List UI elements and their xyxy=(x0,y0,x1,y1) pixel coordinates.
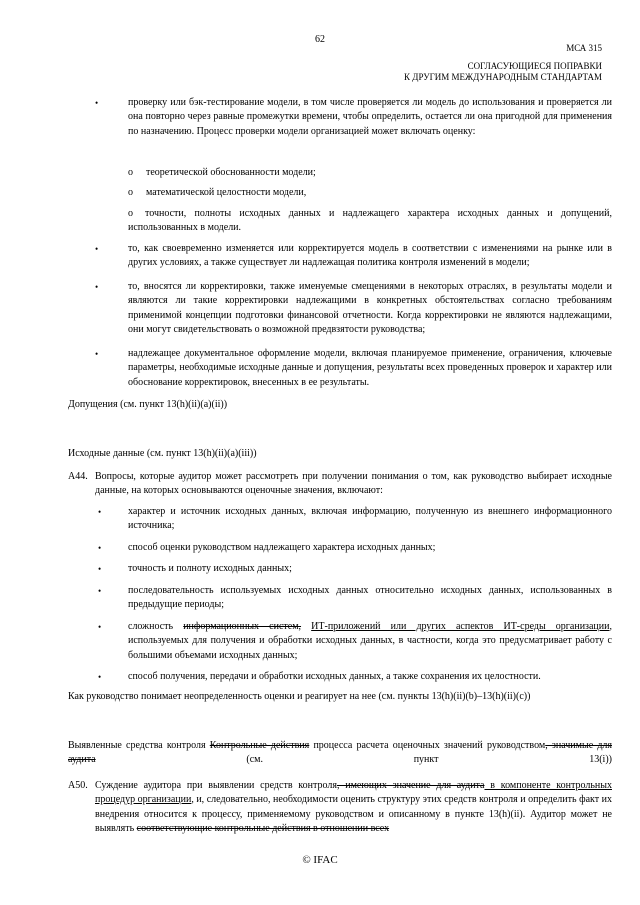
bullet-icon: • xyxy=(98,507,102,517)
a44-bullet-3: точность и полноту исходных данных; xyxy=(128,563,292,574)
bullet-icon: • xyxy=(98,622,102,632)
sub-bullet-icon: o xyxy=(128,187,133,198)
page-number: 62 xyxy=(315,34,325,45)
a44-bullet-5 xyxy=(128,620,612,663)
model-bullet-1: проверку или бэк-тестирование модели, в том числе проверяется ли модель до использования и проверяется ли она повторно через равные промежутки времени, чтобы определить, остается ли она пригодной для применения по назначению. Процесс проверки модели организацией может включать оценку: xyxy=(128,97,612,137)
bullet-icon: • xyxy=(95,349,99,359)
bullet-icon: • xyxy=(98,672,102,682)
a50-deleted-1: , имеющих значение для аудита xyxy=(336,780,485,791)
a50-text xyxy=(95,779,612,837)
model-bullet-2: то, как своевременно изменяется или корректируется модель в соответствии с изменениями на рынке или в других условиях, а также существует ли надлежащая политика контроля изменений в модели; xyxy=(128,243,612,269)
footer-copyright: © IFAC xyxy=(302,854,338,866)
model-bullet-4: надлежащее документальное оформление модели, включая планируемое применение, ограничения, ключевые параметры, необходимые исходные данные и допущения, результаты всех проведенных проверок и характер или обоснование корректировок, внесенных в ее результаты. xyxy=(128,348,612,388)
model-sub-3: точности, полноты исходных данных и надлежащего характера исходных данных и допущений, использованных в модели. xyxy=(128,208,612,234)
a44-bullet-2: способ оценки руководством надлежащего характера исходных данных; xyxy=(128,542,436,553)
assumptions-heading: Допущения (см. пункт 13(h)(ii)(a)(ii)) xyxy=(68,399,228,410)
a44-b5-post: , используемых для получения и обработки исходных данных, в частности, когда это предусматривает работу с большими объемами исходных данных; xyxy=(128,621,612,661)
a44-b5-deleted: информационных систем, xyxy=(183,621,302,632)
model-sub-2: математической целостности модели, xyxy=(146,187,307,198)
a50-inserted-1: в компоненте контрольных процедур организации xyxy=(95,780,612,806)
a44-bullet-1: характер и источник исходных данных, включая информацию, полученную из внешнего информационного источника; xyxy=(128,506,612,532)
header-title: СОГЛАСУЮЩИЕСЯ ПОПРАВКИ xyxy=(467,61,602,71)
a50-part-1: Суждение аудитора при выявлении средств контроля xyxy=(95,780,337,791)
uncertainty-heading: Как руководство понимает неопределенность оценки и реагирует на нее (см. пункты 13(h)(ii)(b)–13(h)(ii)(c)) xyxy=(68,691,531,702)
sub-bullet-icon: o xyxy=(128,167,133,178)
bullet-icon: • xyxy=(95,244,99,254)
model-bullet-3: то, вносятся ли корректировки, также именуемые смещениями в некоторых отраслях, в результаты модели и являются ли такие корректировки надлежащими в конкретных обстоятельствах согласно требованиям применимой концепции подготовки финансовой отчетности. Когда корректировки не являются надлежащими, они могут свидетельствовать о возможной предвзятости руководства; xyxy=(128,281,612,336)
bullet-icon: • xyxy=(95,282,99,292)
controls-heading-deleted: Контрольные действия xyxy=(209,740,310,751)
doc-code: МСА 315 xyxy=(566,43,602,53)
bullet-icon: • xyxy=(95,98,99,108)
bullet-icon: • xyxy=(98,543,102,553)
a50-part-2: , и, следовательно, необходимости оценить структуру этих средств контроля и определить факт их внедрения относится к процессу, применяемому руководством и описанному в пункте 13(h)(ii). Аудитор может не выявлять xyxy=(95,794,612,835)
controls-heading xyxy=(68,739,612,768)
a44-intro: Вопросы, которые аудитор может рассмотреть при получении понимания о том, как руководство выбирает исходные данные, на которых основываются оценочные значения, включают: xyxy=(95,471,612,497)
paragraph-label-a44: A44. xyxy=(68,471,88,482)
a44-bullet-6: способ получения, передачи и обработки исходных данных, а также сохранения их целостности. xyxy=(128,671,541,682)
paragraph-label-a50: A50. xyxy=(68,780,88,791)
a44-b5-pre: сложность xyxy=(128,621,184,632)
header-subtitle: К ДРУГИМ МЕЖДУНАРОДНЫМ СТАНДАРТАМ xyxy=(404,72,602,82)
bullet-icon: • xyxy=(98,586,102,596)
controls-heading-post: процесса расчета оценочных значений руководством xyxy=(309,740,546,751)
model-sub-1: теоретической обоснованности модели; xyxy=(146,167,316,178)
a50-deleted-2: соответствующие контрольные действия в отношении всех xyxy=(136,823,390,835)
a44-b5-inserted: ИТ-приложений или других аспектов ИТ-среды организации xyxy=(311,621,610,632)
bullet-icon: • xyxy=(98,564,102,574)
data-heading: Исходные данные (см. пункт 13(h)(ii)(a)(iii)) xyxy=(68,448,257,459)
a44-bullet-4: последовательность используемых исходных данных относительно исходных данных, использованных в предыдущие периоды; xyxy=(128,585,612,611)
controls-heading-deleted-2: , значимые для аудита xyxy=(68,740,612,766)
controls-heading-ref: (см. пункт 13(i)) xyxy=(95,754,612,766)
sub-bullet-icon: o xyxy=(128,208,133,219)
controls-heading-pre: Выявленные средства контроля xyxy=(68,740,210,751)
